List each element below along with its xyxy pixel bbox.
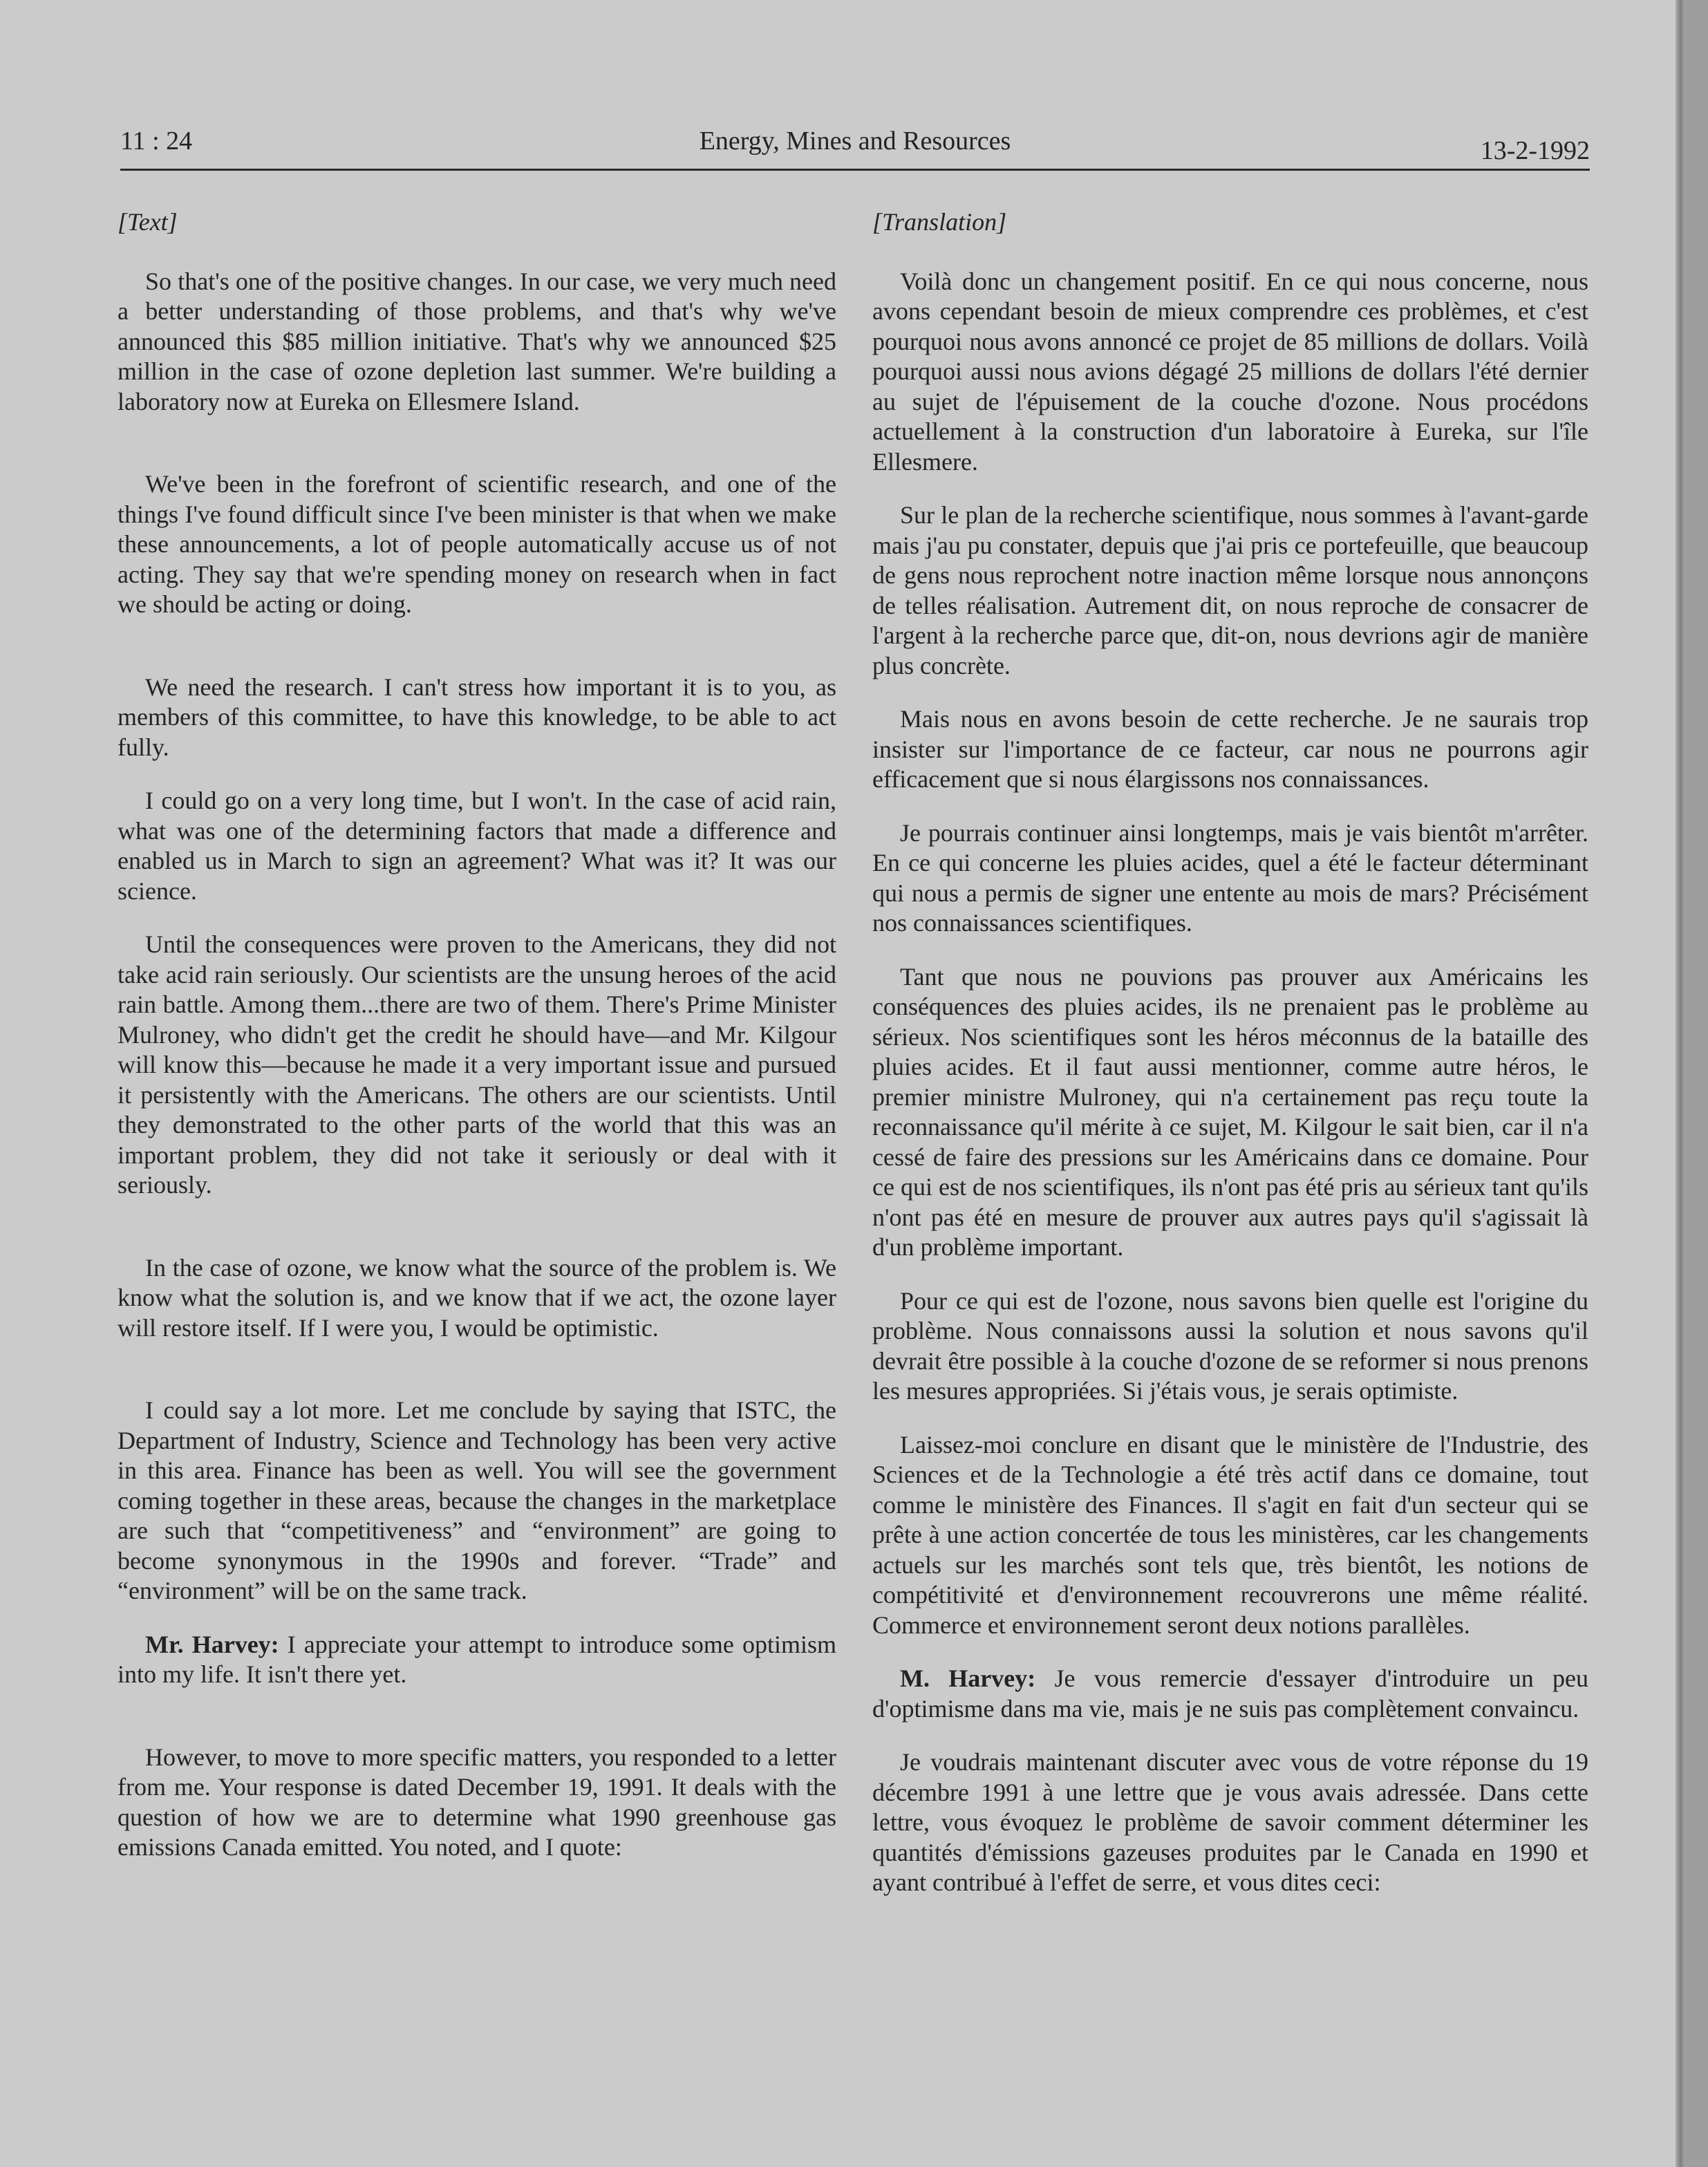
paragraph: Tant que nous ne pouvions pas prouver aux Américains les conséquences des pluies acides, ils ne prenaient pas le problème au sérieux. Nos scientifiques sont les héros méconnus de la bataille des pluies acides. Et il faut aussi mentionner, comme autre héros, le premier ministre Mulroney, qui n'a certainement pas reçu toute la reconnaissance qu'il mérite à ce sujet, M. Kilgour le sait bien, car il n'a cessé de faire des pressions sur les Américains dans ce domaine. Pour ce qui est de nos scientifiques, ils n'ont pas été pris au sérieux tant qu'ils n'ont pas été en mesure de prouver aux autres pays qu'il s'agissait là d'un problème important. [872,962,1588,1261]
paragraph: Until the consequences were proven to the Americans, they did not take acid rain seriously. Our scientists are the unsung heroes of the acid rain battle. Among them...there are two of them. There's Prime Minister Mulroney, who didn't get the credit he should have—and Mr. Kilgour will know this—because he made it a very important issue and pursued it persistently with the Americans. The others are our scientists. Until they demonstrated to the other parts of the world that this was an important problem, they did not take it seriously or deal with it seriously. [118,930,836,1199]
page-reference: 11 : 24 [120,126,193,156]
paragraph: Je pourrais continuer ainsi longtemps, mais je vais bientôt m'arrêter. En ce qui concerne les pluies acides, quel a été le facteur déterminant qui nous a permis de signer une entente au mois de mars? Précisément nos connaissances scientifiques. [872,818,1588,937]
header-rule [120,169,1590,171]
paragraph: So that's one of the positive changes. In our case, we very much need a better understanding of those problems, and that's why we've announced this $85 million initiative. That's why we announced $25 million in the case of ozone depletion last summer. We're building a laboratory now at Eureka on Ellesmere Island. [118,267,836,415]
paragraph [118,1630,836,1690]
paragraph: We need the research. I can't stress how important it is to you, as members of this committee, to have this knowledge, to be able to act fully. [118,673,836,761]
speaker-name: M. Harvey: [900,1664,1036,1692]
english-column [118,207,836,1863]
paragraph: Laissez-moi conclure en disant que le ministère de l'Industrie, des Sciences et de la Technologie a été très actif dans ce domaine, tout comme le ministère des Finances. Il s'agit en fait d'un secteur qui se prête à une action concertée de tous les ministères, car les changements actuels sur les marchés sont tels que, très bientôt, les notions de compétitivité et d'environnement recouvrerons une même réalité. Commerce et environnement seront deux notions parallèles. [872,1430,1588,1639]
paragraph: We've been in the forefront of scientific research, and one of the things I've found difficult since I've been minister is that when we make these announcements, a lot of people automatically accuse us of not acting. They say that we're spending money on research when in fact we should be acting or doing. [118,470,836,618]
speech-text: I appreciate your attempt to introduce some optimism into my life. It isn't there yet. [118,1630,836,1688]
speech-text: Je vous remercie d'essayer d'introduire un peu d'optimisme dans ma vie, mais je ne suis pas complètement convaincu. [872,1664,1588,1723]
column-label-text: [Text] [118,208,178,236]
paragraph: Sur le plan de la recherche scientifique, nous sommes à l'avant-garde mais j'au pu constater, depuis que j'ai pris ce portefeuille, que beaucoup de gens nous reprochent notre inaction même lorsque nous annonçons de telles réalisation. Autrement dit, on nous reproche de consacrer de l'argent à la recherche parce que, dit-on, nous devrions agir de manière plus concrète. [872,501,1588,679]
paragraph: In the case of ozone, we know what the source of the problem is. We know what the solution is, and we know that if we act, the ozone layer will restore itself. If I were you, I would be optimistic. [118,1253,836,1342]
paragraph: However, to move to more specific matters, you responded to a letter from me. Your response is dated December 19, 1991. It deals with the question of how we are to determine what 1990 greenhouse gas emissions Canada emitted. You noted, and I quote: [118,1743,836,1861]
header-date: 13-2-1992 [1480,136,1590,165]
speaker-name: Mr. Harvey: [145,1630,279,1658]
page-edge-shadow [1676,0,1685,2167]
french-column [872,207,1588,1898]
paragraph: Pour ce qui est de l'ozone, nous savons bien quelle est l'origine du problème. Nous connaissons aussi la solution et nous savons qu'il devrait être possible à la couche d'ozone de se reformer si nous prenons les mesures appropriées. Si j'étais vous, je serais optimiste. [872,1286,1588,1405]
column-label-translation: [Translation] [872,208,1007,236]
paragraph: I could go on a very long time, but I won't. In the case of acid rain, what was one of the determining factors that made a difference and enabled us in March to sign an agreement? What was it? It was our science. [118,787,836,905]
paragraph: Je voudrais maintenant discuter avec vous de votre réponse du 19 décembre 1991 à une lettre que je vous avais adressée. Dans cette lettre, vous évoquez le problème de savoir comment déterminer les quantités d'émissions gazeuses produites par le Canada en 1990 et ayant contribué à l'effet de serre, et vous dites ceci: [872,1748,1588,1896]
publication-title: Energy, Mines and Resources [699,126,1011,156]
page-header [120,126,1590,169]
paragraph: I could say a lot more. Let me conclude by saying that ISTC, the Department of Industry, Science and Technology has been very active in this area. Finance has been as well. You will see the government coming together in these areas, because the changes in the marketplace are such that “competitiveness” and “environment” are going to become synonymous in the 1990s and forever. “Trade” and “environment” will be on the same track. [118,1396,836,1604]
paragraph: Mais nous en avons besoin de cette recherche. Je ne saurais trop insister sur l'importance de ce facteur, car nous ne pourrons agir efficacement que si nous élargissons nos connaissances. [872,705,1588,793]
paragraph [872,1664,1588,1724]
paragraph: Voilà donc un changement positif. En ce qui nous concerne, nous avons cependant besoin de mieux comprendre ces problèmes, et c'est pourquoi nous avons annoncé ce projet de 85 millions de dollars. Voilà pourquoi aussi nous avions dégagé 25 millions de dollars l'été dernier au sujet de l'épuisement de la couche d'ozone. Nous procédons actuellement à la construction d'un laboratoire à Eureka, sur l'île Ellesmere. [872,267,1588,476]
